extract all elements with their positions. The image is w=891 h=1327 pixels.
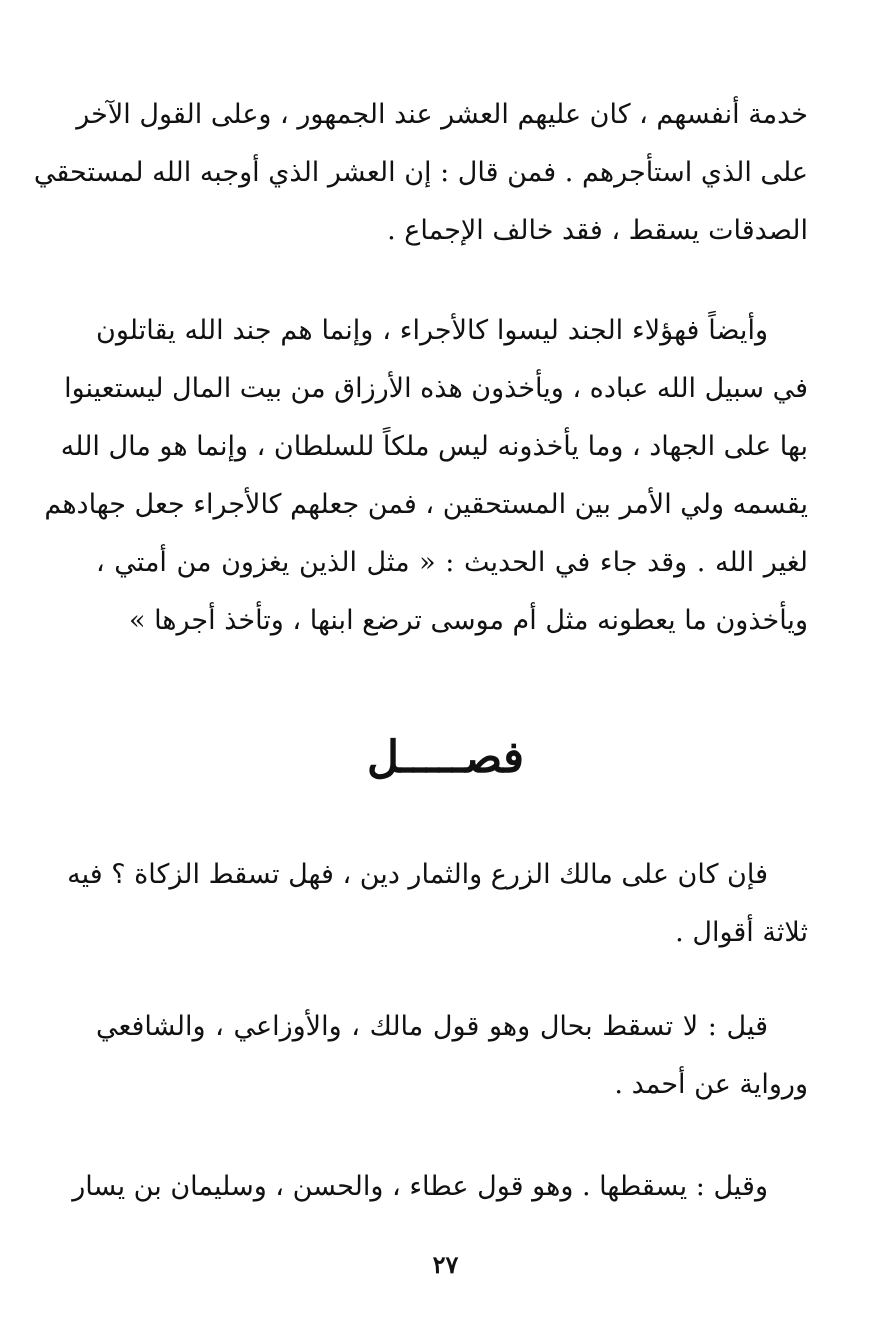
paragraph-1 [33, 86, 808, 260]
text-line: ثلاثة أقوال . [675, 917, 808, 948]
text-line: ويأخذون ما يعطونه مثل أم موسى ترضع ابنها ، وتأخذ أجرها » [128, 605, 808, 636]
section-heading: فصـــــل [367, 732, 524, 783]
text-line: ورواية عن أحمد . [614, 1069, 808, 1100]
text-line: وقيل : يسقطها . وهو قول عطاء ، والحسن ، وسليمان بن يسار [72, 1171, 768, 1202]
text-line: خدمة أنفسهم ، كان عليهم العشر عند الجمهور ، وعلى القول الآخر [76, 99, 808, 130]
paragraph-3 [67, 846, 808, 962]
text-line: وأيضاً فهؤلاء الجند ليسوا كالأجراء ، وإنما هم جند الله يقاتلون [96, 315, 768, 346]
page-number: ٢٧ [432, 1250, 459, 1279]
text-line: على الذي استأجرهم . فمن قال : إن العشر الذي أوجبه الله لمستحقي [33, 157, 808, 188]
paragraph-4 [96, 998, 808, 1114]
text-line: لغير الله . وقد جاء في الحديث : « مثل الذين يغزون من أمتي ، [96, 547, 808, 578]
text-line: بها على الجهاد ، وما يأخذونه ليس ملكاً للسلطان ، وإنما هو مال الله [60, 431, 808, 462]
text-line: فإن كان على مالك الزرع والثمار دين ، فهل تسقط الزكاة ؟ فيه [67, 859, 768, 890]
text-line: قيل : لا تسقط بحال وهو قول مالك ، والأوزاعي ، والشافعي [96, 1011, 768, 1042]
text-line: الصدقات يسقط ، فقد خالف الإجماع . [387, 215, 808, 246]
text-line: يقسمه ولي الأمر بين المستحقين ، فمن جعلهم كالأجراء جعل جهادهم [44, 489, 808, 520]
text-line: في سبيل الله عباده ، ويأخذون هذه الأرزاق من بيت المال ليستعينوا [64, 373, 808, 404]
paragraph-5 [72, 1158, 808, 1216]
paragraph-2 [44, 302, 808, 650]
